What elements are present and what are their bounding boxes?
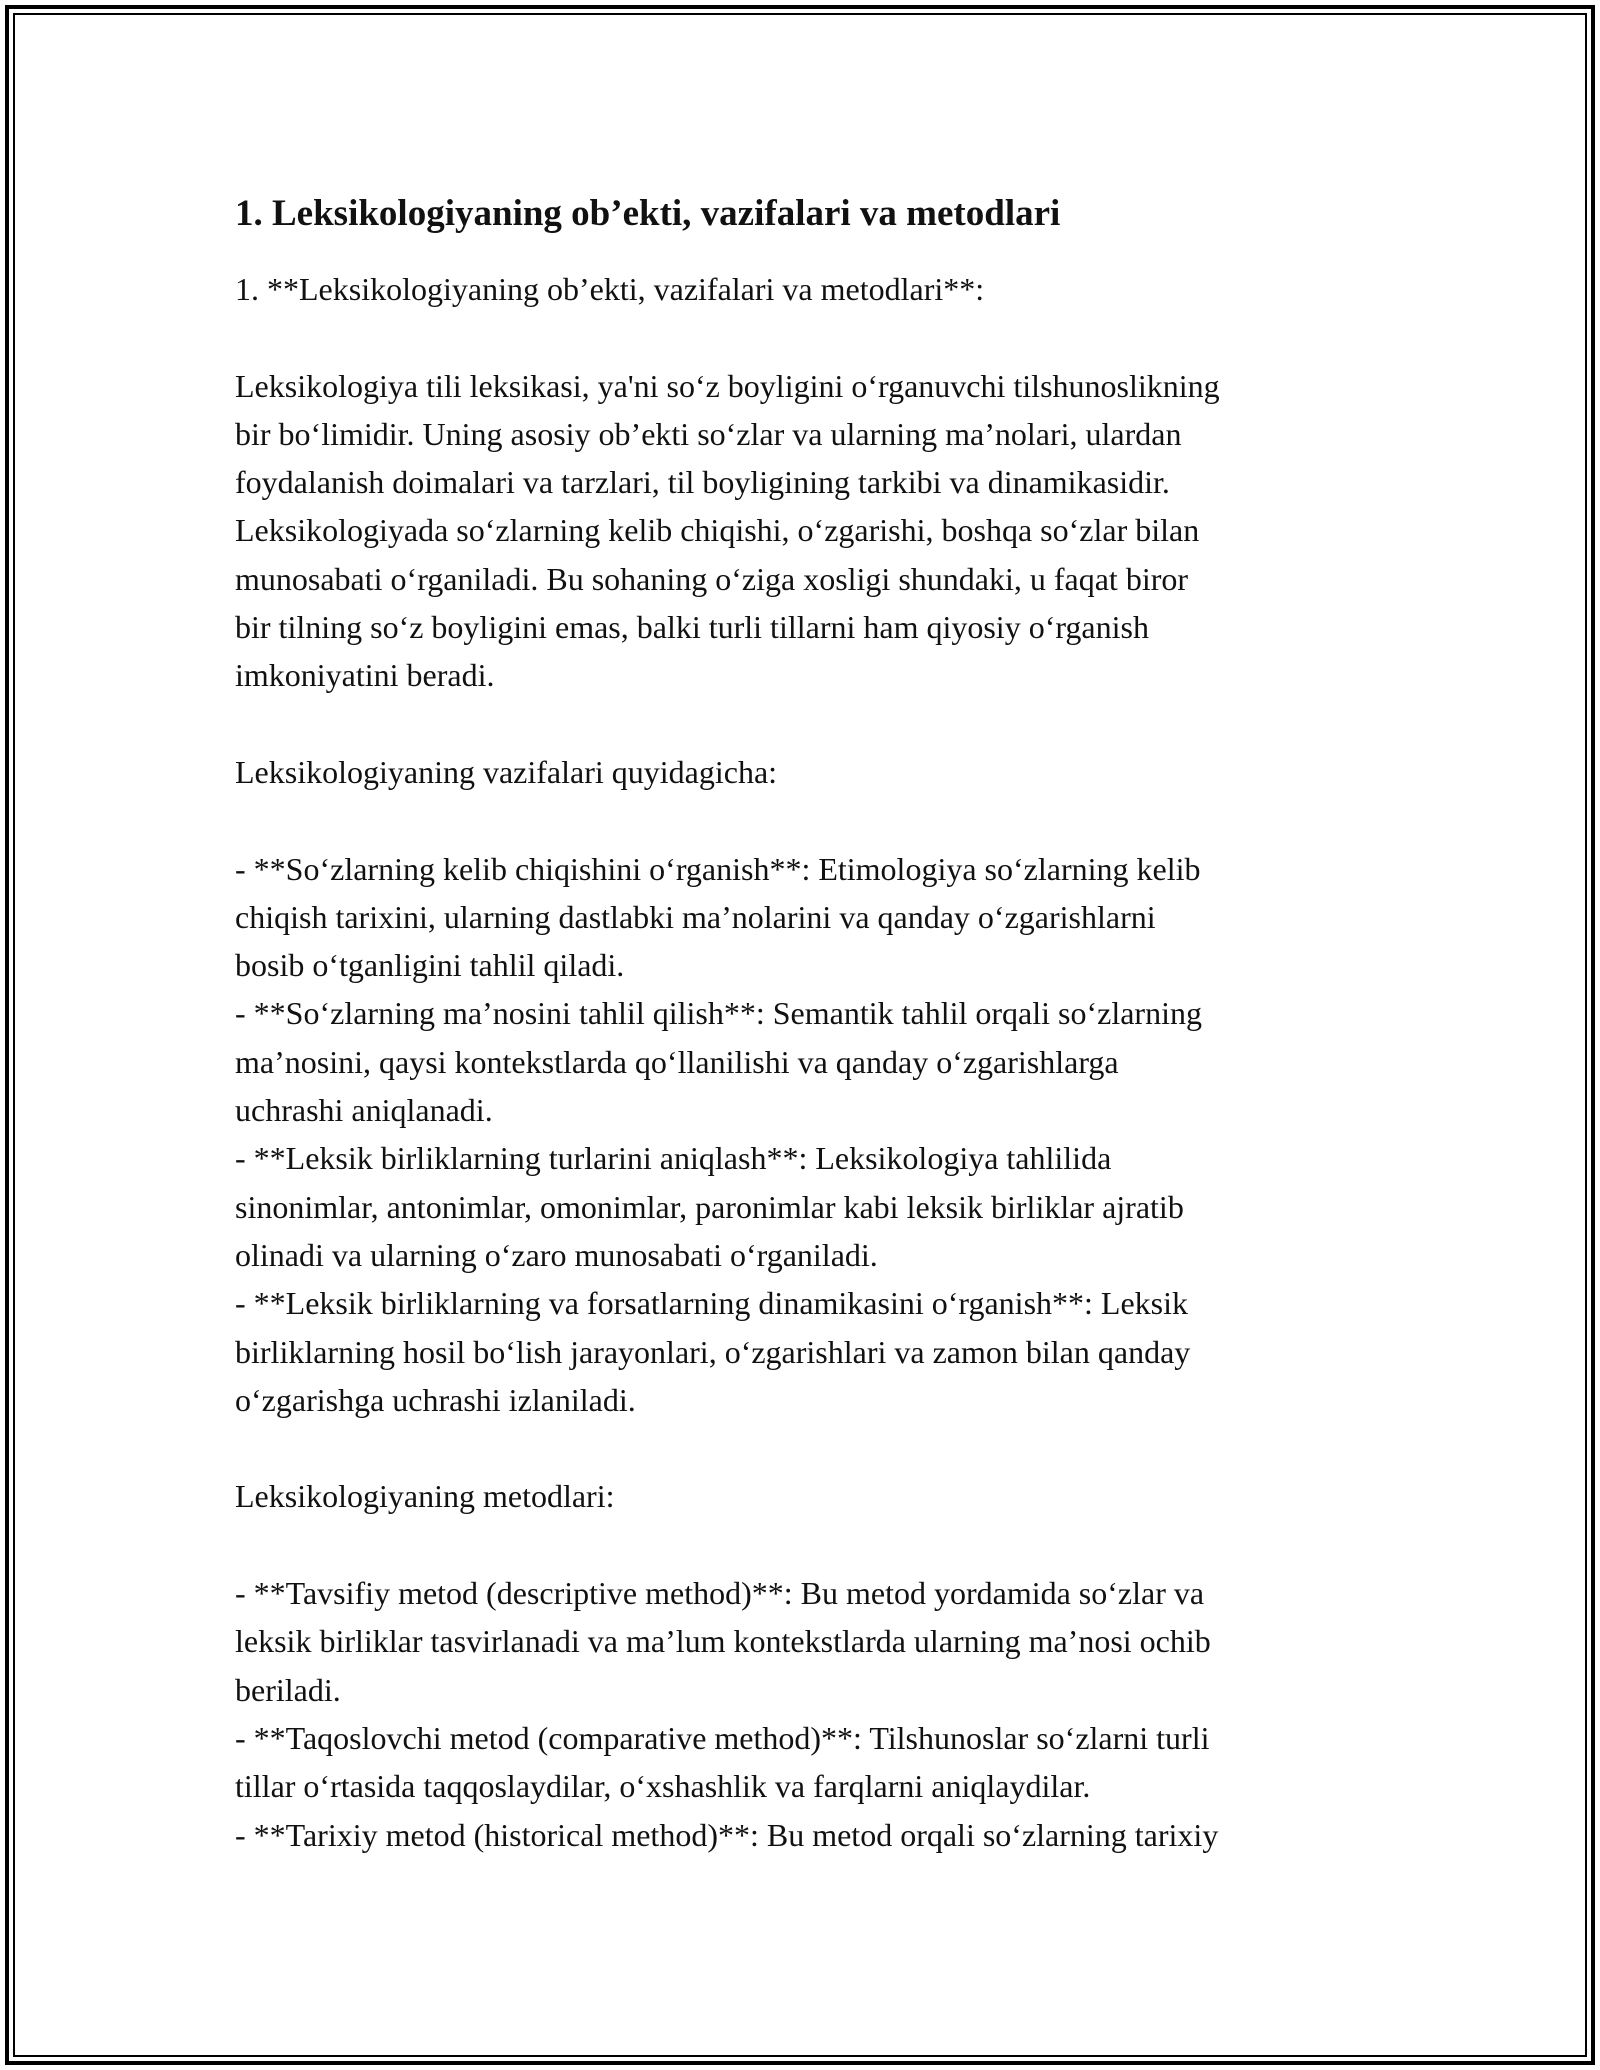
paragraph-spacer xyxy=(235,796,1415,844)
document-title: 1. Leksikologiyaning ob’ekti, vazifalari va metodlari xyxy=(235,193,1061,234)
task-item: - **So‘zlarning ma’nosini tahlil qilish**: Semantik tahlil orqali so‘zlarning ma’nosini, qaysi kontekstlarda qo‘llanilishi va qanday o‘zgarishlarga uchrashi aniqlanadi. xyxy=(235,995,1202,1129)
method-item: - **Taqoslovchi metod (comparative method)**: Tilshunoslar so‘zlarni turli tillar o‘rtasida taqqoslaydilar, o‘xshashlik va farqlarni aniqlaydilar. xyxy=(235,1719,1210,1805)
subheading: 1. **Leksikologiyaning ob’ekti, vazifalari va metodlari**: xyxy=(235,271,985,307)
paragraph-spacer xyxy=(235,313,1415,361)
tasks-list xyxy=(235,845,1415,1425)
task-item: - **Leksik birliklarning turlarini aniqlash**: Leksikologiya tahlilida sinonimlar, antonimlar, omonimlar, paronimlar kabi leksik birliklar ajratib olinadi va ularning o‘zaro munosabati o‘rganiladi. xyxy=(235,1140,1184,1273)
tasks-heading: Leksikologiyaning vazifalari quyidagicha: xyxy=(235,753,778,790)
document-body xyxy=(235,185,1415,1859)
methods-heading: Leksikologiyaning metodlari: xyxy=(235,1478,615,1515)
paragraph-spacer xyxy=(235,1521,1415,1569)
method-item: - **Tavsifiy metod (descriptive method)**: Bu metod yordamida so‘zlar va leksik birliklar tasvirlanadi va ma’lum kontekstlarda ularning ma’nosi ochib beriladi. xyxy=(235,1575,1211,1708)
intro-paragraph: Leksikologiya tili leksikasi, ya'ni so‘z boyligini o‘rganuvchi tilshunoslikning bir bo‘limidir. Uning asosiy ob’ekti so‘zlar va ularning ma’nolari, ulardan foydalanish doimalari va tarzlari, til boyligining tarkibi va dinamikasidir. Leksikologiyada so‘zlarning kelib chiqishi, o‘zgarishi, boshqa so‘zlar bilan munosabati o‘rganiladi. Bu sohaning o‘ziga xosligi shundaki, u faqat biror bir tilning so‘z boyligini emas, balki turli tillarni ham qiyosiy o‘rganish imkoniyatini beradi. xyxy=(235,367,1220,694)
method-item: - **Tarixiy metod (historical method)**: Bu metod orqali so‘zlarning tarixiy xyxy=(235,1816,1219,1853)
paragraph-spacer xyxy=(235,700,1415,748)
paragraph-spacer xyxy=(235,1424,1415,1472)
task-item: - **So‘zlarning kelib chiqishini o‘rganish**: Etimologiya so‘zlarning kelib chiqish tarixini, ularning dastlabki ma’nolarini va qanday o‘zgarishlarni bosib o‘tganligini tahlil qiladi. xyxy=(235,850,1201,984)
task-item: - **Leksik birliklarning va forsatlarning dinamikasini o‘rganish**: Leksik birliklarning hosil bo‘lish jarayonlari, o‘zgarishlari va zamon bilan qanday o‘zgarishga uchrashi izlaniladi. xyxy=(235,1285,1191,1418)
methods-list xyxy=(235,1569,1415,1859)
